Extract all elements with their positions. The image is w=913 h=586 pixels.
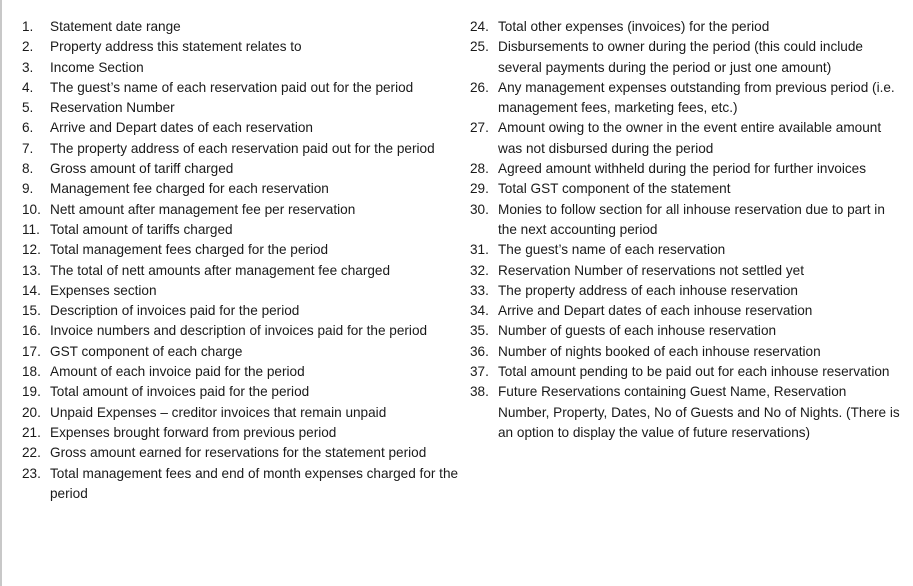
list-item-number: 4. (22, 79, 34, 95)
list-item (470, 321, 900, 341)
list-item-text: Future Reservations containing Guest Name, Reservation Number, Property, Dates, No of Guests and No of Nights. (There is an option to display the value of future reservations) (498, 384, 900, 440)
list-item-text: Amount owing to the owner in the event entire available amount was not disbursed during the period (498, 120, 882, 156)
list-item (470, 179, 900, 199)
list-item-number: 32. (470, 262, 489, 278)
list-item (470, 301, 900, 321)
list-item-number: 13. (22, 262, 41, 278)
list-item-number: 27. (470, 120, 489, 136)
list-item-number: 36. (470, 343, 489, 359)
list-item-text: Management fee charged for each reservation (50, 181, 329, 197)
list-item-text: Monies to follow section for all inhouse reservation due to part in the next accounting period (498, 201, 885, 237)
list-item (470, 17, 900, 37)
list-item (22, 159, 462, 179)
list-item-text: Total other expenses (invoices) for the period (498, 19, 770, 34)
list-item-number: 1. (22, 19, 34, 34)
list-item-number: 20. (22, 404, 41, 420)
list-item (470, 382, 900, 443)
list-item (470, 37, 900, 78)
list-item-text: Statement date range (50, 19, 181, 34)
list-item (22, 139, 462, 159)
list-item-number: 11. (22, 221, 40, 237)
list-item (22, 240, 462, 260)
list-item (22, 37, 462, 57)
list-item-number: 29. (470, 181, 489, 197)
list-item (470, 342, 900, 362)
list-item-number: 9. (22, 181, 34, 197)
list-item-number: 10. (22, 201, 41, 217)
list-item-text: Total amount of invoices paid for the period (50, 384, 310, 400)
list-item (22, 179, 462, 199)
list-item-text: Total amount pending to be paid out for each inhouse reservation (498, 364, 890, 380)
list-item-number: 24. (470, 19, 489, 34)
list-item (22, 423, 462, 443)
list-item (470, 200, 900, 241)
list-item-number: 14. (22, 282, 41, 298)
list-item (22, 220, 462, 240)
list-item-text: Reservation Number of reservations not settled yet (498, 262, 805, 278)
list-item (470, 281, 900, 301)
list-item-text: Gross amount earned for reservations for the statement period (50, 445, 427, 461)
list-item-text: Arrive and Depart dates of each reservation (50, 120, 313, 136)
list-item-number: 19. (22, 384, 41, 400)
list-item-text: Total management fees charged for the period (50, 242, 329, 258)
list-item-number: 6. (22, 120, 34, 136)
list-item-number: 7. (22, 140, 34, 156)
list-item-text: The guest’s name of each reservation paid out for the period (50, 79, 414, 95)
list-item (22, 342, 462, 362)
list-item-text: Number of nights booked of each inhouse reservation (498, 343, 821, 359)
list-item (22, 98, 462, 118)
list-item-text: The guest’s name of each reservation (498, 242, 726, 258)
list-item-text: Description of invoices paid for the period (50, 303, 300, 319)
list-item (470, 362, 900, 382)
list-item-number: 21. (22, 424, 41, 440)
list-item-text: Arrive and Depart dates of each inhouse reservation (498, 303, 813, 319)
list-item-number: 8. (22, 161, 34, 177)
list-item-text: Reservation Number (50, 100, 175, 116)
list-item (470, 78, 900, 119)
list-item-text: Total management fees and end of month expenses charged for the period (50, 465, 459, 501)
list-item-number: 25. (470, 39, 489, 55)
list-item-number: 3. (22, 59, 34, 75)
list-item (22, 403, 462, 423)
list-item (22, 58, 462, 78)
list-item-number: 18. (22, 364, 41, 380)
list-item-number: 26. (470, 79, 489, 95)
list-item-number: 33. (470, 282, 489, 298)
list-item-text: The property address of each reservation paid out for the period (50, 140, 435, 156)
list-item-number: 16. (22, 323, 41, 339)
list-item-number: 2. (22, 39, 34, 55)
list-item-number: 15. (22, 303, 41, 319)
list-item (22, 382, 462, 402)
list-item-text: Invoice numbers and description of invoices paid for the period (50, 323, 428, 339)
list-item (22, 17, 462, 37)
numbered-list-right (470, 17, 900, 443)
list-item (22, 464, 462, 505)
list-item (22, 362, 462, 382)
list-item-number: 35. (470, 323, 489, 339)
list-item-number: 28. (470, 161, 489, 177)
list-item (22, 118, 462, 138)
list-item-text: Property address this statement relates to (50, 39, 302, 55)
numbered-list-left (22, 17, 462, 504)
list-item (22, 200, 462, 220)
list-item-text: Disbursements to owner during the period (this could include several payments during the period or just one amount) (498, 39, 863, 75)
list-item-text: The total of nett amounts after management fee charged (50, 262, 391, 278)
list-item (22, 443, 462, 463)
list-item-text: Number of guests of each inhouse reservation (498, 323, 777, 339)
page-left-border (0, 0, 2, 586)
list-item-number: 37. (470, 364, 489, 380)
list-item-text: GST component of each charge (50, 343, 243, 359)
list-item-text: Gross amount of tariff charged (50, 161, 234, 177)
list-item-number: 22. (22, 445, 41, 461)
list-item-text: Total amount of tariffs charged (50, 221, 233, 237)
list-item-text: Expenses brought forward from previous period (50, 424, 337, 440)
list-item (470, 261, 900, 281)
list-item (22, 301, 462, 321)
list-item-number: 34. (470, 303, 489, 319)
list-item-number: 30. (470, 201, 489, 217)
list-item (470, 118, 900, 159)
list-item (470, 240, 900, 260)
list-item-number: 23. (22, 465, 41, 481)
list-item-number: 38. (470, 384, 489, 400)
list-item-text: Agreed amount withheld during the period for further invoices (498, 161, 867, 177)
list-item-text: The property address of each inhouse reservation (498, 282, 798, 298)
list-item (470, 159, 900, 179)
list-item-text: Any management expenses outstanding from previous period (i.e. management fees, marketing fees, etc.) (498, 79, 895, 116)
list-item-text: Amount of each invoice paid for the period (50, 364, 305, 380)
list-item-text: Income Section (50, 59, 144, 75)
list-item-text: Unpaid Expenses – creditor invoices that remain unpaid (50, 404, 387, 420)
list-item-number: 31. (470, 242, 489, 258)
list-item (22, 261, 462, 281)
list-item-number: 12. (22, 242, 41, 258)
list-item-number: 17. (22, 343, 41, 359)
list-item (22, 321, 462, 341)
list-item (22, 78, 462, 98)
list-item-text: Nett amount after management fee per reservation (50, 201, 356, 217)
list-item-number: 5. (22, 100, 34, 116)
list-item-text: Total GST component of the statement (498, 181, 731, 197)
list-item (22, 281, 462, 301)
list-item-text: Expenses section (50, 282, 157, 298)
